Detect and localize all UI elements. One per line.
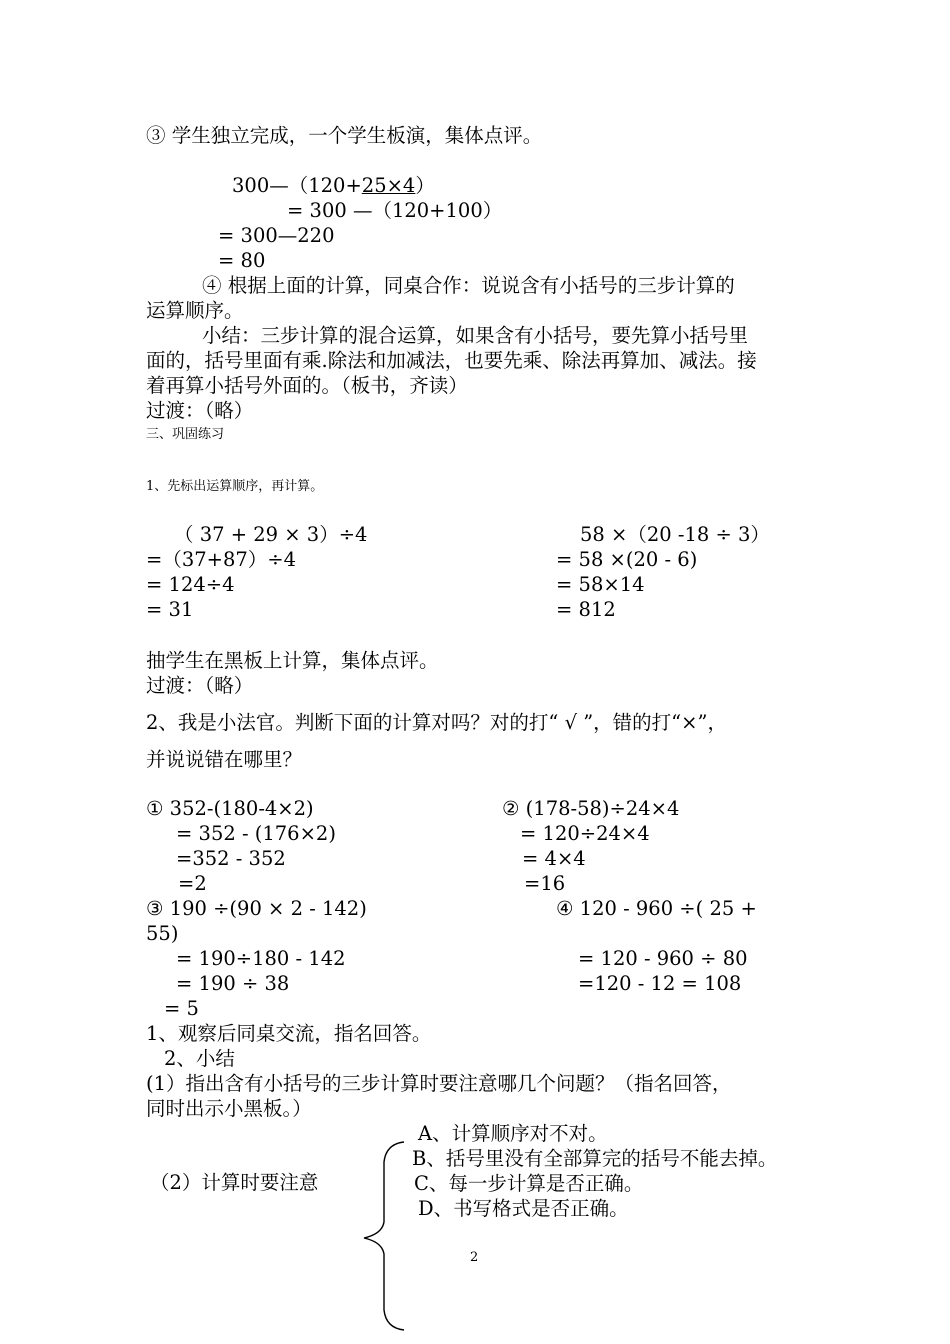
calc-a-line-2: = 300 —（120+100） (287, 199, 503, 222)
exercise-2-line-2: 并说说错在哪里？ (146, 748, 303, 771)
summary-line-3: 着再算小括号外面的。（板书，齐读） (146, 374, 468, 397)
curly-brace (362, 1140, 410, 1332)
ex1-left-line-3: = 124÷4 (146, 573, 235, 596)
calc-a-line-4: = 80 (218, 249, 266, 272)
step3-intro: ③ 学生独立完成，一个学生板演，集体点评。 (146, 124, 543, 147)
ex1-left-line-2: =（37+87）÷4 (146, 548, 297, 571)
note-d: D、书写格式是否正确。 (418, 1197, 629, 1220)
observe-text: 1、观察后同桌交流，指名回答。 (146, 1022, 432, 1045)
question-1-line-1: (1）指出含有小括号的三步计算时要注意哪几个问题？（指名回答， (146, 1072, 732, 1095)
step4-continuation: 运算顺序。 (146, 299, 244, 322)
exercise-1-title: 1、先标出运算顺序，再计算。 (146, 479, 324, 494)
note-c: C、每一步计算是否正确。 (414, 1172, 644, 1195)
ex1-left-line-4: = 31 (146, 598, 194, 621)
note-a: A、计算顺序对不对。 (418, 1122, 608, 1145)
section-heading: 三、巩固练习 (146, 427, 225, 442)
problem-2-line-1: ② (178-58)÷24×4 (502, 797, 680, 820)
ex1-right-line-4: = 812 (556, 598, 616, 621)
note-b: B、括号里没有全部算完的括号不能去掉。 (412, 1147, 778, 1170)
calc-a-line-1 (232, 174, 435, 198)
transition-2: 过渡：（略） (146, 674, 254, 697)
summary-heading: 2、小结 (164, 1047, 235, 1070)
ex1-right-line-1: 58 ×（20 -18 ÷ 3） (580, 523, 770, 546)
problem-1-line-3: =352 - 352 (176, 847, 286, 870)
problem-4-line-2: = 120 - 960 ÷ 80 (578, 947, 748, 970)
problem-2-line-4: =16 (524, 872, 566, 895)
ex1-right-line-3: = 58×14 (556, 573, 645, 596)
problem-1-line-2: = 352 - (176×2) (176, 822, 336, 845)
calc-a-line-1-pre: 300—（120+ (232, 174, 362, 197)
exercise-2-line-1: 2、我是小法官。判断下面的计算对吗？对的打“ √ ”，错的打“×”， (146, 711, 727, 734)
problem-4-line-1: ④ 120 - 960 ÷( 25 + (556, 897, 757, 920)
problem-3-wrap: 55) (146, 922, 179, 945)
calc-a-line-1-post: ） (415, 174, 435, 197)
problem-2-line-3: = 4×4 (522, 847, 586, 870)
problem-3-line-1: ③ 190 ÷(90 × 2 - 142) (146, 897, 367, 920)
problem-1-line-4: =2 (178, 872, 207, 895)
calc-a-line-3: = 300—220 (218, 224, 335, 247)
question-1-line-2: 同时出示小黑板。） (146, 1097, 312, 1120)
problem-3-line-4: = 5 (164, 997, 199, 1020)
problem-2-line-2: = 120÷24×4 (520, 822, 650, 845)
page-number: 2 (470, 1250, 479, 1265)
ex1-note: 抽学生在黑板上计算，集体点评。 (146, 649, 439, 672)
problem-3-line-2: = 190÷180 - 142 (176, 947, 346, 970)
ex1-right-line-2: = 58 ×(20 - 6) (556, 548, 698, 571)
ex1-left-line-1: （ 37 + 29 × 3）÷4 (174, 523, 368, 546)
question-2: （2）计算时要注意 (150, 1171, 319, 1194)
transition-1: 过渡：（略） (146, 399, 254, 422)
summary-line-1: 小结：三步计算的混合运算，如果含有小括号，要先算小括号里 (202, 324, 749, 347)
problem-1-line-1: ① 352-(180-4×2) (146, 797, 314, 820)
problem-3-line-3: = 190 ÷ 38 (176, 972, 290, 995)
summary-line-2: 面的，括号里面有乘.除法和加减法，也要先乘、除法再算加、减法。接 (146, 349, 757, 372)
calc-a-underlined-term: 25×4 (361, 174, 416, 197)
problem-4-line-3: =120 - 12 = 108 (578, 972, 742, 995)
step4-text: ④ 根据上面的计算，同桌合作：说说含有小括号的三步计算的 (202, 274, 735, 297)
